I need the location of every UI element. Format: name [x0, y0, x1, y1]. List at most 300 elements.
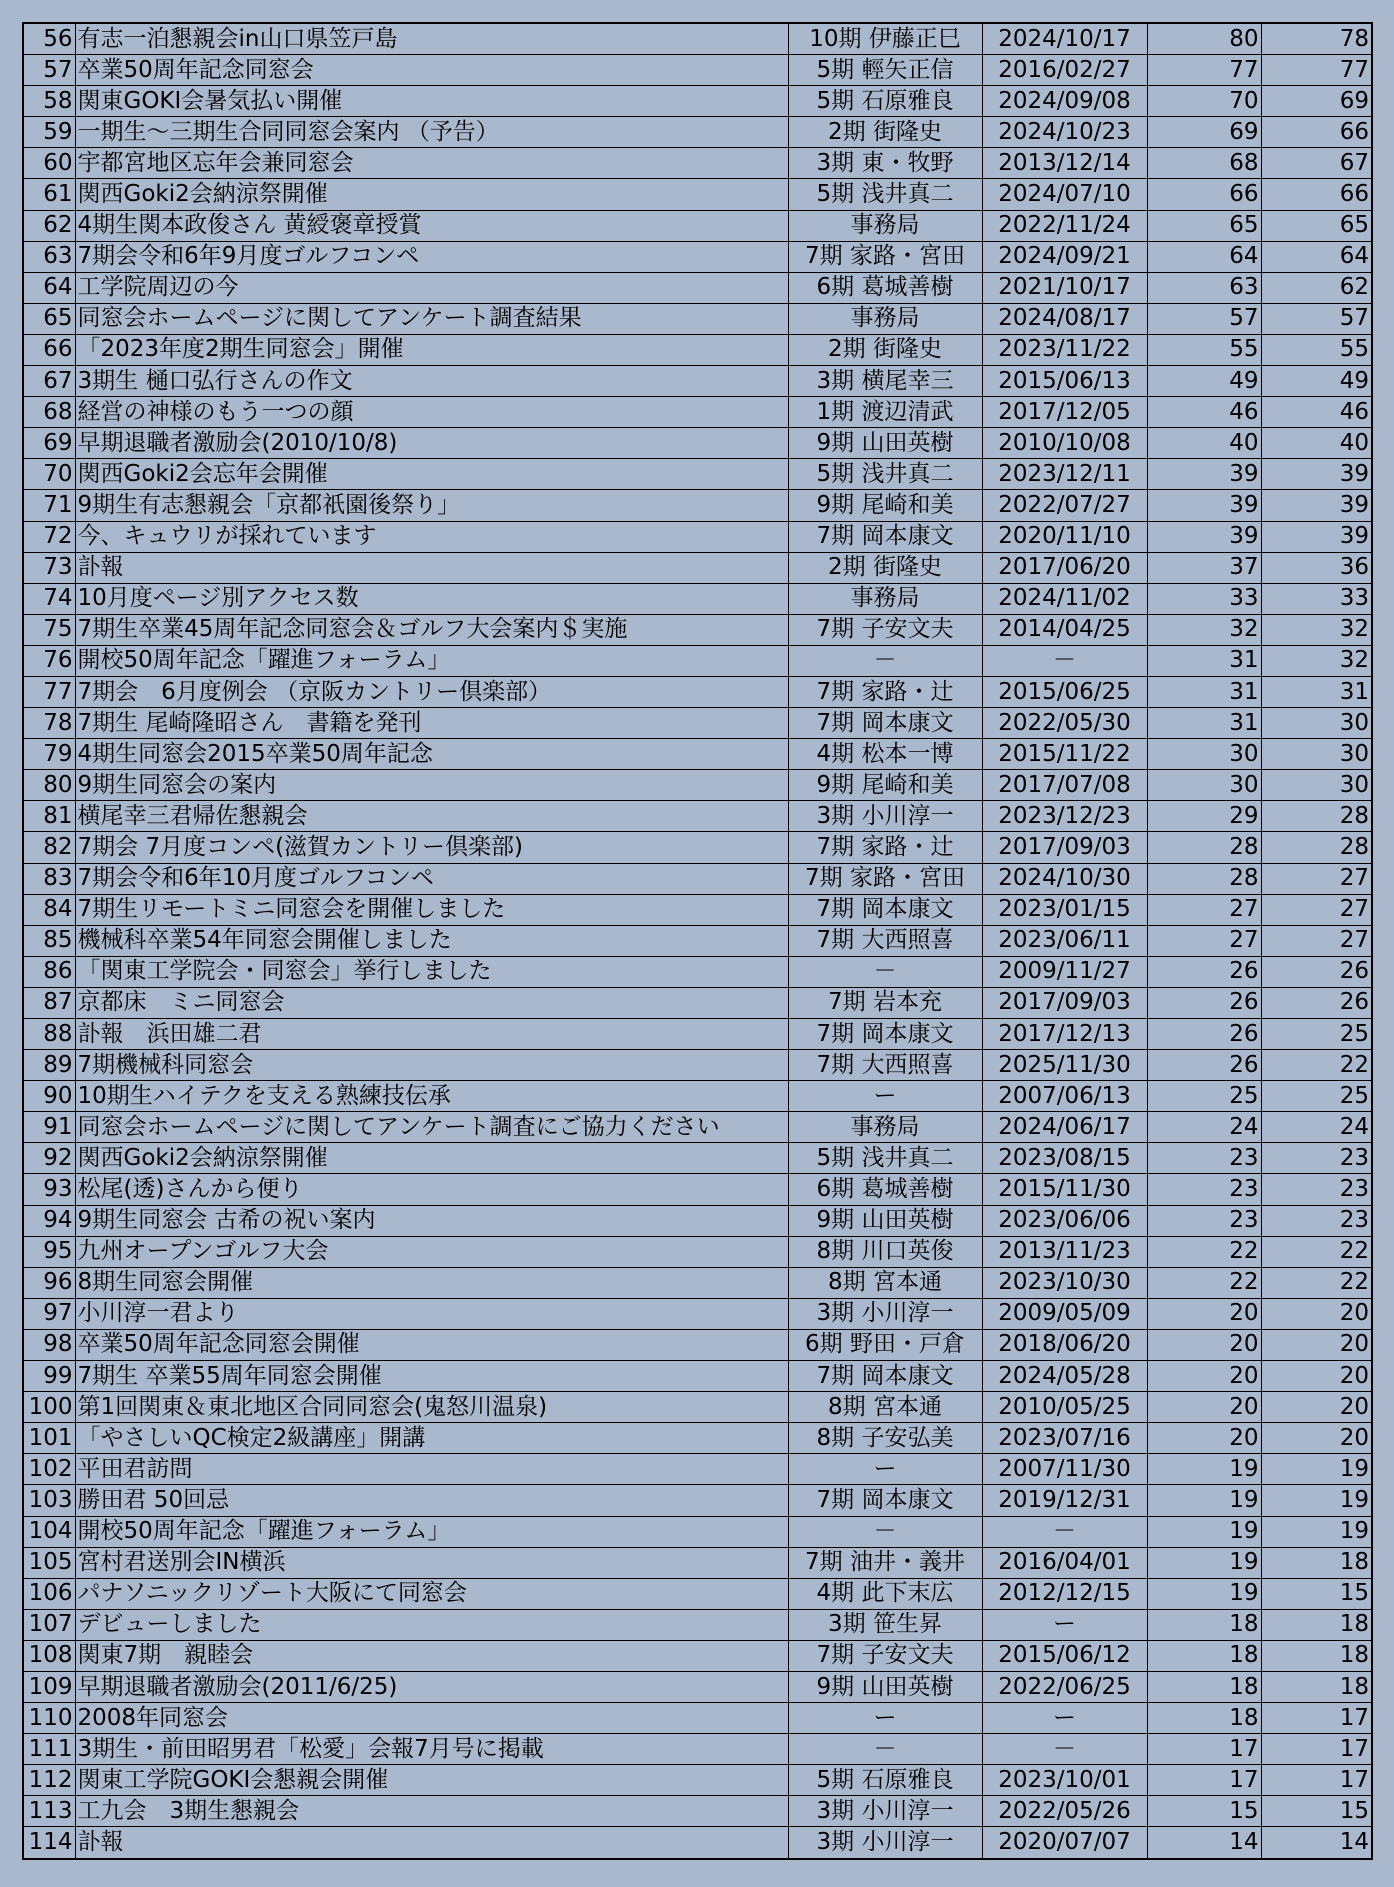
access-count-cell: 31	[1147, 708, 1261, 739]
unique-count-cell: 22	[1261, 1236, 1372, 1267]
access-count-cell: 23	[1147, 1143, 1261, 1174]
author-cell: 7期 岩本充	[788, 987, 982, 1018]
article-title-cell: 第1回関東＆東北地区合同同窓会(鬼怒川温泉)	[75, 1392, 788, 1423]
access-ranking-table	[22, 22, 1373, 1860]
author-cell: ー	[788, 1703, 982, 1734]
unique-count-cell: 55	[1261, 334, 1372, 365]
access-count-cell: 19	[1147, 1485, 1261, 1516]
unique-count-cell: 19	[1261, 1454, 1372, 1485]
table-row	[23, 583, 1372, 614]
post-date-cell: 2015/06/25	[982, 676, 1147, 707]
post-date-cell: 2017/09/03	[982, 832, 1147, 863]
author-cell: －	[788, 1734, 982, 1765]
table-row	[23, 1329, 1372, 1360]
row-number-cell: 64	[23, 272, 75, 303]
row-number-cell: 114	[23, 1827, 75, 1859]
table-row	[23, 987, 1372, 1018]
unique-count-cell: 57	[1261, 303, 1372, 334]
unique-count-cell: 66	[1261, 179, 1372, 210]
author-cell: 2期 街隆史	[788, 552, 982, 583]
table-row	[23, 1671, 1372, 1702]
post-date-cell: 2024/08/17	[982, 303, 1147, 334]
post-date-cell: 2013/12/14	[982, 148, 1147, 179]
article-title-cell: 10月度ページ別アクセス数	[75, 583, 788, 614]
article-title-cell: 九州オープンゴルフ大会	[75, 1236, 788, 1267]
unique-count-cell: 32	[1261, 614, 1372, 645]
author-cell: －	[788, 645, 982, 676]
post-date-cell: 2024/07/10	[982, 179, 1147, 210]
unique-count-cell: 18	[1261, 1671, 1372, 1702]
table-row	[23, 1734, 1372, 1765]
article-title-cell: 7期生 卒業55周年同窓会開催	[75, 1361, 788, 1392]
unique-count-cell: 25	[1261, 1081, 1372, 1112]
unique-count-cell: 33	[1261, 583, 1372, 614]
row-number-cell: 92	[23, 1143, 75, 1174]
unique-count-cell: 67	[1261, 148, 1372, 179]
post-date-cell: ー	[982, 1703, 1147, 1734]
table-row	[23, 1547, 1372, 1578]
article-title-cell: 関西Goki2会納涼祭開催	[75, 1143, 788, 1174]
unique-count-cell: 30	[1261, 708, 1372, 739]
row-number-cell: 62	[23, 210, 75, 241]
post-date-cell: 2017/12/05	[982, 397, 1147, 428]
row-number-cell: 103	[23, 1485, 75, 1516]
access-count-cell: 27	[1147, 894, 1261, 925]
post-date-cell: 2007/06/13	[982, 1081, 1147, 1112]
unique-count-cell: 49	[1261, 366, 1372, 397]
row-number-cell: 111	[23, 1734, 75, 1765]
post-date-cell: 2024/05/28	[982, 1361, 1147, 1392]
unique-count-cell: 20	[1261, 1423, 1372, 1454]
table-row	[23, 1050, 1372, 1081]
access-count-cell: 20	[1147, 1423, 1261, 1454]
post-date-cell: 2017/09/03	[982, 987, 1147, 1018]
article-title-cell: 「関東工学院会・同窓会」挙行しました	[75, 956, 788, 987]
unique-count-cell: 30	[1261, 770, 1372, 801]
access-count-cell: 29	[1147, 801, 1261, 832]
post-date-cell: 2014/04/25	[982, 614, 1147, 645]
table-row	[23, 303, 1372, 334]
access-count-cell: 28	[1147, 863, 1261, 894]
unique-count-cell: 24	[1261, 1112, 1372, 1143]
access-count-cell: 70	[1147, 86, 1261, 117]
access-count-cell: 37	[1147, 552, 1261, 583]
post-date-cell: 2020/07/07	[982, 1827, 1147, 1859]
article-title-cell: デビューしました	[75, 1609, 788, 1640]
post-date-cell: 2023/06/06	[982, 1205, 1147, 1236]
unique-count-cell: 23	[1261, 1143, 1372, 1174]
row-number-cell: 66	[23, 334, 75, 365]
post-date-cell: 2015/06/13	[982, 366, 1147, 397]
post-date-cell: －	[982, 1734, 1147, 1765]
author-cell: 7期 家路・宮田	[788, 241, 982, 272]
post-date-cell: 2024/09/21	[982, 241, 1147, 272]
access-count-cell: 28	[1147, 832, 1261, 863]
author-cell: 7期 家路・宮田	[788, 863, 982, 894]
post-date-cell: 2015/11/30	[982, 1174, 1147, 1205]
row-number-cell: 91	[23, 1112, 75, 1143]
author-cell: －	[788, 1516, 982, 1547]
unique-count-cell: 18	[1261, 1640, 1372, 1671]
author-cell: 5期 石原雅良	[788, 1765, 982, 1796]
unique-count-cell: 17	[1261, 1765, 1372, 1796]
access-count-cell: 15	[1147, 1796, 1261, 1827]
table-row	[23, 1703, 1372, 1734]
access-count-cell: 19	[1147, 1578, 1261, 1609]
unique-count-cell: 27	[1261, 894, 1372, 925]
article-title-cell: 工学院周辺の今	[75, 272, 788, 303]
post-date-cell: 2017/07/08	[982, 770, 1147, 801]
row-number-cell: 99	[23, 1361, 75, 1392]
row-number-cell: 84	[23, 894, 75, 925]
access-count-cell: 26	[1147, 1050, 1261, 1081]
author-cell: 8期 子安弘美	[788, 1423, 982, 1454]
article-title-cell: 7期生 尾崎隆昭さん 書籍を発刊	[75, 708, 788, 739]
unique-count-cell: 26	[1261, 987, 1372, 1018]
unique-count-cell: 25	[1261, 1019, 1372, 1050]
row-number-cell: 94	[23, 1205, 75, 1236]
article-title-cell: 有志一泊懇親会in山口県笠戸島	[75, 23, 788, 55]
table-row	[23, 1516, 1372, 1547]
table-row	[23, 334, 1372, 365]
unique-count-cell: 36	[1261, 552, 1372, 583]
author-cell: 7期 子安文夫	[788, 614, 982, 645]
post-date-cell: 2015/06/12	[982, 1640, 1147, 1671]
table-row	[23, 770, 1372, 801]
article-title-cell: 関東7期 親睦会	[75, 1640, 788, 1671]
table-row	[23, 676, 1372, 707]
access-count-cell: 46	[1147, 397, 1261, 428]
author-cell: 7期 岡本康文	[788, 1485, 982, 1516]
unique-count-cell: 39	[1261, 459, 1372, 490]
row-number-cell: 68	[23, 397, 75, 428]
post-date-cell: 2016/04/01	[982, 1547, 1147, 1578]
row-number-cell: 98	[23, 1329, 75, 1360]
unique-count-cell: 31	[1261, 676, 1372, 707]
author-cell: 5期 輕矢正信	[788, 55, 982, 86]
post-date-cell: 2025/11/30	[982, 1050, 1147, 1081]
author-cell: 6期 野田・戸倉	[788, 1329, 982, 1360]
row-number-cell: 70	[23, 459, 75, 490]
post-date-cell: 2022/06/25	[982, 1671, 1147, 1702]
article-title-cell: 今、キュウリが採れています	[75, 521, 788, 552]
post-date-cell: 2016/02/27	[982, 55, 1147, 86]
author-cell: 4期 此下末広	[788, 1578, 982, 1609]
unique-count-cell: 39	[1261, 490, 1372, 521]
unique-count-cell: 27	[1261, 925, 1372, 956]
access-count-cell: 17	[1147, 1734, 1261, 1765]
author-cell: 7期 大西照喜	[788, 925, 982, 956]
author-cell: 10期 伊藤正巳	[788, 23, 982, 55]
access-count-cell: 20	[1147, 1361, 1261, 1392]
post-date-cell: 2023/06/11	[982, 925, 1147, 956]
article-title-cell: 一期生～三期生合同同窓会案内 （予告）	[75, 117, 788, 148]
table-row	[23, 459, 1372, 490]
author-cell: 3期 小川淳一	[788, 801, 982, 832]
article-title-cell: 平田君訪問	[75, 1454, 788, 1485]
access-count-cell: 64	[1147, 241, 1261, 272]
author-cell: 7期 大西照喜	[788, 1050, 982, 1081]
row-number-cell: 95	[23, 1236, 75, 1267]
author-cell: 8期 宮本通	[788, 1267, 982, 1298]
article-title-cell: 横尾幸三君帰佐懇親会	[75, 801, 788, 832]
article-title-cell: 同窓会ホームページに関してアンケート調査にご協力ください	[75, 1112, 788, 1143]
author-cell: 7期 岡本康文	[788, 894, 982, 925]
unique-count-cell: 20	[1261, 1329, 1372, 1360]
row-number-cell: 104	[23, 1516, 75, 1547]
access-count-cell: 26	[1147, 956, 1261, 987]
table-row	[23, 241, 1372, 272]
table-row	[23, 117, 1372, 148]
access-count-cell: 77	[1147, 55, 1261, 86]
access-count-cell: 25	[1147, 1081, 1261, 1112]
row-number-cell: 110	[23, 1703, 75, 1734]
row-number-cell: 96	[23, 1267, 75, 1298]
table-row	[23, 1019, 1372, 1050]
access-count-cell: 14	[1147, 1827, 1261, 1859]
access-count-cell: 18	[1147, 1671, 1261, 1702]
row-number-cell: 79	[23, 739, 75, 770]
author-cell: 6期 葛城善樹	[788, 1174, 982, 1205]
post-date-cell: 2022/05/26	[982, 1796, 1147, 1827]
table-row	[23, 428, 1372, 459]
unique-count-cell: 14	[1261, 1827, 1372, 1859]
unique-count-cell: 20	[1261, 1392, 1372, 1423]
author-cell: 9期 尾崎和美	[788, 490, 982, 521]
article-title-cell: 10期生ハイテクを支える熟練技伝承	[75, 1081, 788, 1112]
author-cell: 7期 家路・辻	[788, 832, 982, 863]
article-title-cell: 7期機械科同窓会	[75, 1050, 788, 1081]
row-number-cell: 77	[23, 676, 75, 707]
post-date-cell: 2024/10/23	[982, 117, 1147, 148]
article-title-cell: 7期会 6月度例会 （京阪カントリー倶楽部）	[75, 676, 788, 707]
post-date-cell: 2023/11/22	[982, 334, 1147, 365]
author-cell: 9期 山田英樹	[788, 1671, 982, 1702]
access-count-cell: 19	[1147, 1516, 1261, 1547]
table-row	[23, 1423, 1372, 1454]
access-count-cell: 69	[1147, 117, 1261, 148]
row-number-cell: 105	[23, 1547, 75, 1578]
article-title-cell: 関西Goki2会忘年会開催	[75, 459, 788, 490]
row-number-cell: 63	[23, 241, 75, 272]
author-cell: ー	[788, 1454, 982, 1485]
table-row	[23, 552, 1372, 583]
row-number-cell: 87	[23, 987, 75, 1018]
post-date-cell: －	[982, 645, 1147, 676]
access-count-cell: 18	[1147, 1609, 1261, 1640]
author-cell: 1期 渡辺清武	[788, 397, 982, 428]
author-cell: 事務局	[788, 303, 982, 334]
post-date-cell: 2023/12/11	[982, 459, 1147, 490]
row-number-cell: 57	[23, 55, 75, 86]
table-row	[23, 894, 1372, 925]
unique-count-cell: 20	[1261, 1298, 1372, 1329]
unique-count-cell: 17	[1261, 1703, 1372, 1734]
table-row	[23, 739, 1372, 770]
unique-count-cell: 17	[1261, 1734, 1372, 1765]
table-row	[23, 614, 1372, 645]
post-date-cell: 2023/10/01	[982, 1765, 1147, 1796]
post-date-cell: 2024/11/02	[982, 583, 1147, 614]
row-number-cell: 80	[23, 770, 75, 801]
access-count-cell: 20	[1147, 1298, 1261, 1329]
post-date-cell: 2023/10/30	[982, 1267, 1147, 1298]
row-number-cell: 83	[23, 863, 75, 894]
unique-count-cell: 78	[1261, 23, 1372, 55]
article-title-cell: 8期生同窓会開催	[75, 1267, 788, 1298]
row-number-cell: 67	[23, 366, 75, 397]
post-date-cell: 2022/07/27	[982, 490, 1147, 521]
table-row	[23, 832, 1372, 863]
unique-count-cell: 30	[1261, 739, 1372, 770]
author-cell: 3期 小川淳一	[788, 1298, 982, 1329]
article-title-cell: 勝田君 50回忌	[75, 1485, 788, 1516]
post-date-cell: 2007/11/30	[982, 1454, 1147, 1485]
access-count-cell: 33	[1147, 583, 1261, 614]
table-row	[23, 863, 1372, 894]
table-body	[23, 23, 1372, 1859]
table-row	[23, 925, 1372, 956]
author-cell: 事務局	[788, 583, 982, 614]
post-date-cell: 2009/11/27	[982, 956, 1147, 987]
article-title-cell: 開校50周年記念「躍進フォーラム」	[75, 1516, 788, 1547]
author-cell: 7期 家路・辻	[788, 676, 982, 707]
table-row	[23, 1485, 1372, 1516]
author-cell: 3期 小川淳一	[788, 1796, 982, 1827]
article-title-cell: 3期生・前田昭男君「松愛」会報7月号に掲載	[75, 1734, 788, 1765]
access-count-cell: 19	[1147, 1454, 1261, 1485]
author-cell: 3期 小川淳一	[788, 1827, 982, 1859]
table-row	[23, 521, 1372, 552]
post-date-cell: 2024/09/08	[982, 86, 1147, 117]
article-title-cell: 9期生同窓会の案内	[75, 770, 788, 801]
author-cell: 事務局	[788, 1112, 982, 1143]
unique-count-cell: 15	[1261, 1578, 1372, 1609]
access-count-cell: 22	[1147, 1236, 1261, 1267]
row-number-cell: 85	[23, 925, 75, 956]
unique-count-cell: 15	[1261, 1796, 1372, 1827]
article-title-cell: 関西Goki2会納涼祭開催	[75, 179, 788, 210]
unique-count-cell: 22	[1261, 1050, 1372, 1081]
table-row	[23, 23, 1372, 55]
article-title-cell: 7期生卒業45周年記念同窓会＆ゴルフ大会案内＄実施	[75, 614, 788, 645]
access-count-cell: 39	[1147, 521, 1261, 552]
table-row	[23, 210, 1372, 241]
unique-count-cell: 46	[1261, 397, 1372, 428]
table-row	[23, 1205, 1372, 1236]
table-row	[23, 272, 1372, 303]
row-number-cell: 88	[23, 1019, 75, 1050]
post-date-cell: 2009/05/09	[982, 1298, 1147, 1329]
article-title-cell: 宇都宮地区忘年会兼同窓会	[75, 148, 788, 179]
row-number-cell: 75	[23, 614, 75, 645]
table-row	[23, 1578, 1372, 1609]
access-count-cell: 24	[1147, 1112, 1261, 1143]
article-title-cell: 宮村君送別会IN横浜	[75, 1547, 788, 1578]
row-number-cell: 89	[23, 1050, 75, 1081]
access-count-cell: 18	[1147, 1640, 1261, 1671]
table-row	[23, 801, 1372, 832]
access-count-cell: 26	[1147, 987, 1261, 1018]
row-number-cell: 74	[23, 583, 75, 614]
post-date-cell: 2021/10/17	[982, 272, 1147, 303]
access-count-cell: 31	[1147, 645, 1261, 676]
post-date-cell: 2023/08/15	[982, 1143, 1147, 1174]
author-cell: 7期 岡本康文	[788, 1019, 982, 1050]
row-number-cell: 58	[23, 86, 75, 117]
row-number-cell: 56	[23, 23, 75, 55]
row-number-cell: 71	[23, 490, 75, 521]
access-count-cell: 22	[1147, 1267, 1261, 1298]
table-row	[23, 1236, 1372, 1267]
row-number-cell: 72	[23, 521, 75, 552]
post-date-cell: 2023/12/23	[982, 801, 1147, 832]
row-number-cell: 86	[23, 956, 75, 987]
row-number-cell: 69	[23, 428, 75, 459]
article-title-cell: 関東工学院GOKI会懇親会開催	[75, 1765, 788, 1796]
article-title-cell: 「2023年度2期生同窓会」開催	[75, 334, 788, 365]
post-date-cell: 2013/11/23	[982, 1236, 1147, 1267]
author-cell: 2期 街隆史	[788, 334, 982, 365]
post-date-cell: 2023/07/16	[982, 1423, 1147, 1454]
unique-count-cell: 19	[1261, 1516, 1372, 1547]
table-row	[23, 397, 1372, 428]
post-date-cell: 2024/10/17	[982, 23, 1147, 55]
unique-count-cell: 32	[1261, 645, 1372, 676]
unique-count-cell: 40	[1261, 428, 1372, 459]
author-cell: 4期 松本一博	[788, 739, 982, 770]
table-row	[23, 179, 1372, 210]
unique-count-cell: 64	[1261, 241, 1372, 272]
post-date-cell: 2010/10/08	[982, 428, 1147, 459]
author-cell: 9期 山田英樹	[788, 428, 982, 459]
table-row	[23, 1267, 1372, 1298]
access-count-cell: 19	[1147, 1547, 1261, 1578]
article-title-cell: 松尾(透)さんから便り	[75, 1174, 788, 1205]
row-number-cell: 73	[23, 552, 75, 583]
article-title-cell: 4期生同窓会2015卒業50周年記念	[75, 739, 788, 770]
author-cell: 2期 街隆史	[788, 117, 982, 148]
row-number-cell: 102	[23, 1454, 75, 1485]
table-row	[23, 708, 1372, 739]
author-cell: 3期 笹生昇	[788, 1609, 982, 1640]
post-date-cell: 2020/11/10	[982, 521, 1147, 552]
article-title-cell: 7期会 7月度コンペ(滋賀カントリー倶楽部)	[75, 832, 788, 863]
article-title-cell: 9期生同窓会 古希の祝い案内	[75, 1205, 788, 1236]
access-count-cell: 57	[1147, 303, 1261, 334]
unique-count-cell: 65	[1261, 210, 1372, 241]
row-number-cell: 60	[23, 148, 75, 179]
row-number-cell: 112	[23, 1765, 75, 1796]
article-title-cell: 7期会令和6年9月度ゴルフコンペ	[75, 241, 788, 272]
row-number-cell: 107	[23, 1609, 75, 1640]
row-number-cell: 76	[23, 645, 75, 676]
table-row	[23, 1827, 1372, 1859]
author-cell: 7期 岡本康文	[788, 708, 982, 739]
access-count-cell: 49	[1147, 366, 1261, 397]
article-title-cell: 関東GOKI会暑気払い開催	[75, 86, 788, 117]
access-count-cell: 39	[1147, 459, 1261, 490]
unique-count-cell: 20	[1261, 1361, 1372, 1392]
author-cell: 7期 子安文夫	[788, 1640, 982, 1671]
row-number-cell: 59	[23, 117, 75, 148]
author-cell: 8期 川口英俊	[788, 1236, 982, 1267]
access-count-cell: 66	[1147, 179, 1261, 210]
row-number-cell: 93	[23, 1174, 75, 1205]
post-date-cell: 2017/06/20	[982, 552, 1147, 583]
table-row	[23, 1112, 1372, 1143]
article-title-cell: 経営の神様のもう一つの顔	[75, 397, 788, 428]
